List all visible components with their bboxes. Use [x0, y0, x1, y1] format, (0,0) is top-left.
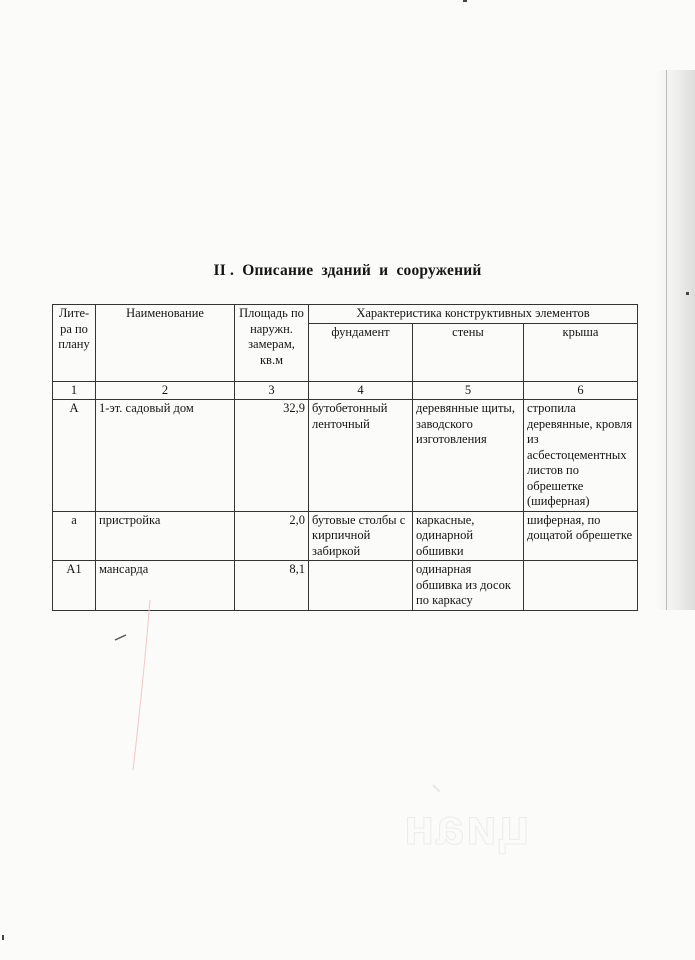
section-title: II . Описание зданий и сооружений [213, 262, 482, 279]
cell-area: 8,1 [235, 561, 309, 611]
column-number: 1 [53, 381, 96, 400]
cell-area: 32,9 [235, 400, 309, 512]
cell-walls: одинарная обшивка из досок по каркасу [413, 561, 524, 611]
header-foundation: фундамент [309, 323, 413, 381]
cell-foundation: бутобетонный ленточный [309, 400, 413, 512]
column-number: 4 [309, 381, 413, 400]
cell-foundation: бутовые столбы с кирпичной забиркой [309, 511, 413, 561]
pen-mark [115, 635, 126, 640]
scan-speck [686, 292, 689, 295]
column-number: 2 [96, 381, 235, 400]
cell-area: 2,0 [235, 511, 309, 561]
table-row [53, 400, 638, 512]
scan-edge-line [666, 70, 667, 610]
cell-walls: деревянные щиты, заводского изготовления [413, 400, 524, 512]
header-area: Площадь по наружн. замерам, кв.м [235, 305, 309, 382]
header-roof: крыша [524, 323, 638, 381]
cell-roof [524, 561, 638, 611]
red-pen-trace [133, 600, 150, 770]
cell-name: пристройка [96, 511, 235, 561]
cell-foundation [309, 561, 413, 611]
column-number: 5 [413, 381, 524, 400]
watermark-logo-mark [433, 785, 440, 792]
watermark-text: циан [402, 799, 530, 855]
column-number-row [53, 381, 638, 400]
scan-shadow [655, 70, 695, 610]
table-row [53, 561, 638, 611]
cell-walls: каркасные, одинарной обшивки [413, 511, 524, 561]
scan-speck [463, 0, 467, 2]
cell-roof: стропила деревянные, кровля из асбестоцементных листов по обрешетке (шиферная) [524, 400, 638, 512]
cell-litera: А [53, 400, 96, 512]
buildings-table [52, 304, 638, 611]
cell-roof: шиферная, по дощатой обрешетке [524, 511, 638, 561]
column-number: 3 [235, 381, 309, 400]
header-walls: стены [413, 323, 524, 381]
header-row [53, 305, 638, 324]
cell-litera: А1 [53, 561, 96, 611]
header-litera: Лите-ра по плану [53, 305, 96, 382]
table-row [53, 511, 638, 561]
scan-speck [2, 935, 4, 940]
cell-litera: а [53, 511, 96, 561]
column-number: 6 [524, 381, 638, 400]
cell-name: мансарда [96, 561, 235, 611]
header-characteristics: Характеристика конструктивных элементов [309, 305, 638, 324]
header-name: Наименование [96, 305, 235, 382]
cell-name: 1-эт. садовый дом [96, 400, 235, 512]
